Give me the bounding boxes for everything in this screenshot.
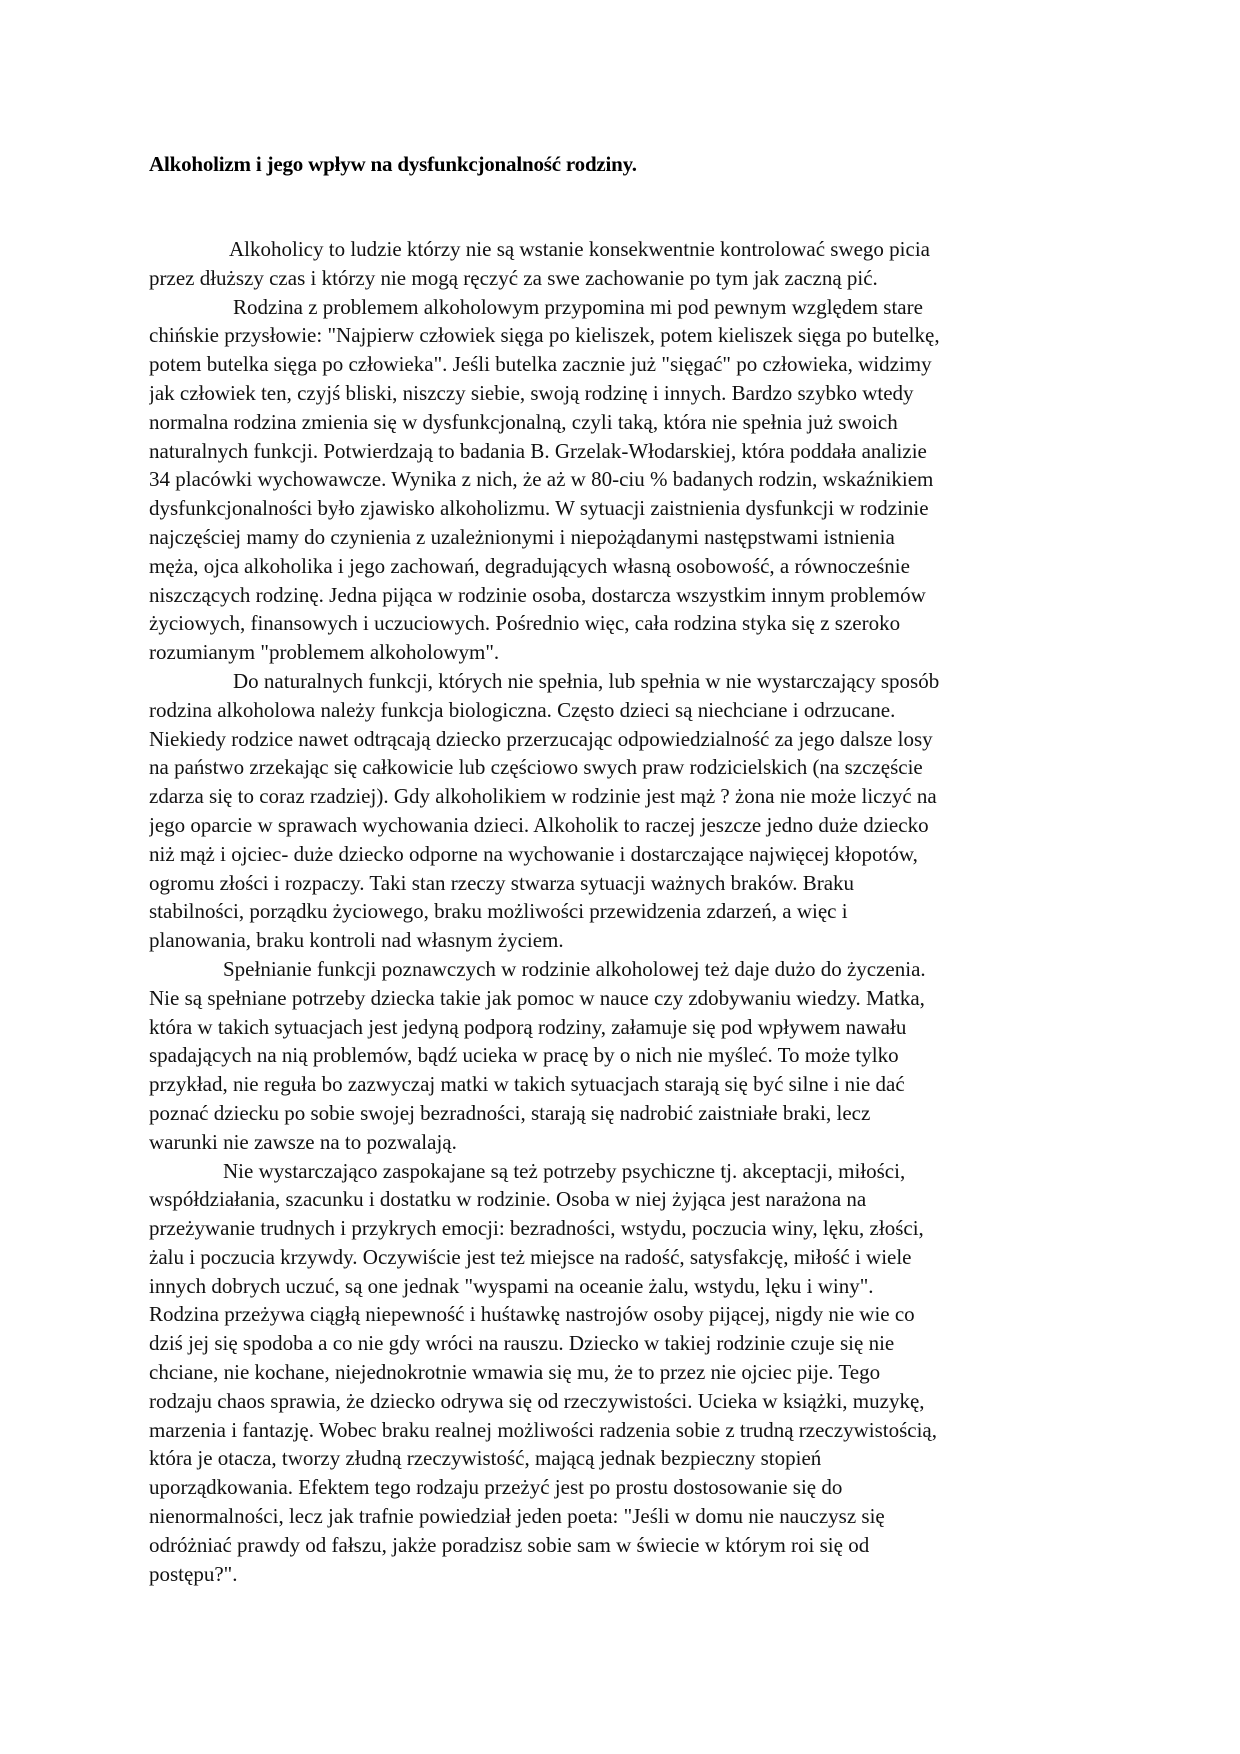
text-line: męża, ojca alkoholika i jego zachowań, degradujących własną osobowość, a równocześnie (149, 553, 910, 578)
text-line: przeżywanie trudnych i przykrych emocji: bezradności, wstydu, poczucia winy, lęku, złości, (149, 1216, 924, 1241)
text-line: Spełnianie funkcji poznawczych w rodzinie alkoholowej też daje dużo do życzenia. (223, 956, 926, 981)
text-line: potem butelka sięga po człowieka". Jeśli butelka zacznie już "sięgać" po człowieka, widzimy (149, 352, 932, 377)
text-line: najczęściej mamy do czynienia z uzależnionymi i niepożądanymi następstwami istnienia (149, 524, 895, 549)
text-line: zdarza się to coraz rzadziej). Gdy alkoholikiem w rodzinie jest mąż ? żona nie może liczyć na (149, 784, 937, 809)
text-line: na państwo zrzekając się całkowicie lub częściowo swych praw rodzicielskich (na szczęście (149, 755, 923, 780)
text-line: Niekiedy rodzice nawet odtrącają dziecko przerzucając odpowiedzialność za jego dalsze losy (149, 726, 933, 751)
text-line: chciane, nie kochane, niejednokrotnie wmawia się mu, że to przez nie ojciec pije. Tego (149, 1360, 881, 1385)
text-line: Rodzina z problemem alkoholowym przypomina mi pod pewnym względem stare (233, 294, 923, 319)
text-line: jego oparcie w sprawach wychowania dzieci. Alkoholik to raczej jeszcze jedno duże dziecko (149, 812, 929, 837)
text-line: normalna rodzina zmienia się w dysfunkcjonalną, czyli taką, która nie spełnia już swoich (149, 409, 898, 434)
text-line: chińskie przysłowie: "Najpierw człowiek sięga po kieliszek, potem kieliszek sięga po butelkę, (149, 323, 940, 348)
text-line: innych dobrych uczuć, są one jednak "wyspami na oceanie żalu, wstydu, lęku i winy". (149, 1273, 874, 1298)
document-body (149, 235, 1099, 1588)
text-line: stabilności, porządku życiowego, braku możliwości przewidzenia zdarzeń, a więc i (149, 899, 848, 924)
text-line: poznać dziecku po sobie swojej bezradności, starają się nadrobić zaistniałe braki, lecz (149, 1100, 871, 1125)
text-line: przez dłuższy czas i którzy nie mogą ręczyć za swe zachowanie po tym jak zaczną pić. (149, 265, 878, 290)
text-line: dziś jej się spodoba a co nie gdy wróci na rauszu. Dziecko w takiej rodzinie czuje się nie (149, 1331, 895, 1356)
paragraph (149, 235, 1099, 293)
text-line: 34 placówki wychowawcze. Wynika z nich, że aż w 80-ciu % badanych rodzin, wskaźnikiem (149, 467, 934, 492)
text-line: niszczących rodzinę. Jedna pijąca w rodzinie osoba, dostarcza wszystkim innym problemów (149, 582, 926, 607)
text-line: ogromu złości i rozpaczy. Taki stan rzeczy stwarza sytuacji ważnych braków. Braku (149, 870, 855, 895)
text-line: Nie są spełniane potrzeby dziecka takie jak pomoc w nauce czy zdobywaniu wiedzy. Matka, (149, 985, 925, 1010)
text-line: dysfunkcjonalności było zjawisko alkoholizmu. W sytuacji zaistnienia dysfunkcji w rodzinie (149, 496, 929, 521)
text-line: która w takich sytuacjach jest jedyną podporą rodziny, załamuje się pod wpływem nawału (149, 1014, 907, 1039)
text-line: Nie wystarczająco zaspokajane są też potrzeby psychiczne tj. akceptacji, miłości, (223, 1158, 906, 1183)
text-line: Do naturalnych funkcji, których nie spełnia, lub spełnia w nie wystarczający sposób (233, 668, 940, 693)
text-line: warunki nie zawsze na to pozwalają. (149, 1129, 457, 1154)
text-line: planowania, braku kontroli nad własnym życiem. (149, 928, 564, 953)
text-line: postępu?". (149, 1561, 238, 1586)
paragraph (149, 667, 1099, 955)
text-line: rozumianym "problemem alkoholowym". (149, 640, 500, 665)
paragraph (149, 1157, 1099, 1589)
text-line: niż mąż i ojciec- duże dziecko odporne na wychowanie i dostarczające najwięcej kłopotów, (149, 841, 918, 866)
paragraph (149, 955, 1099, 1157)
text-line: żalu i poczucia krzywdy. Oczywiście jest też miejsce na radość, satysfakcję, miłość i wiele (149, 1244, 912, 1269)
text-line: nienormalności, lecz jak trafnie powiedział jeden poeta: "Jeśli w domu nie nauczysz się (149, 1504, 885, 1529)
text-line: uporządkowania. Efektem tego rodzaju przeżyć jest po prostu dostosowanie się do (149, 1475, 843, 1500)
text-line: rodzaju chaos sprawia, że dziecko odrywa się od rzeczywistości. Ucieka w książki, muzykę, (149, 1388, 925, 1413)
text-line: Rodzina przeżywa ciągłą niepewność i huśtawkę nastrojów osoby pijącej, nigdy nie wie co (149, 1302, 915, 1327)
text-line: życiowych, finansowych i uczuciowych. Pośrednio więc, cała rodzina styka się z szeroko (149, 611, 901, 636)
text-line: spadających na nią problemów, bądź ucieka w pracę by o nich nie myśleć. To może tylko (149, 1043, 899, 1068)
text-line: naturalnych funkcji. Potwierdzają to badania B. Grzelak-Włodarskiej, która poddała analizie (149, 438, 927, 463)
text-line: przykład, nie reguła bo zazwyczaj matki w takich sytuacjach starają się być silne i nie dać (149, 1072, 905, 1097)
text-line: marzenia i fantazję. Wobec braku realnej możliwości radzenia sobie z trudną rzeczywistością, (149, 1417, 937, 1442)
text-line: która je otacza, tworzy złudną rzeczywistość, mającą jednak bezpieczny stopień (149, 1446, 822, 1471)
text-line: odróżniać prawdy od fałszu, jakże poradzisz sobie sam w świecie w którym roi się od (149, 1532, 870, 1557)
text-line: jak człowiek ten, czyjś bliski, niszczy siebie, swoją rodzinę i innych. Bardzo szybko wtedy (149, 380, 914, 405)
text-line: współdziałania, szacunku i dostatku w rodzinie. Osoba w niej żyjąca jest narażona na (149, 1187, 867, 1212)
text-line: rodzina alkoholowa należy funkcja biologiczna. Często dzieci są niechciane i odrzucane. (149, 697, 896, 722)
text-line: Alkoholicy to ludzie którzy nie są wstanie konsekwentnie kontrolować swego picia (229, 237, 930, 261)
paragraph (149, 293, 1099, 667)
document-title: Alkoholizm i jego wpływ na dysfunkcjonalność rodziny. (149, 152, 637, 176)
